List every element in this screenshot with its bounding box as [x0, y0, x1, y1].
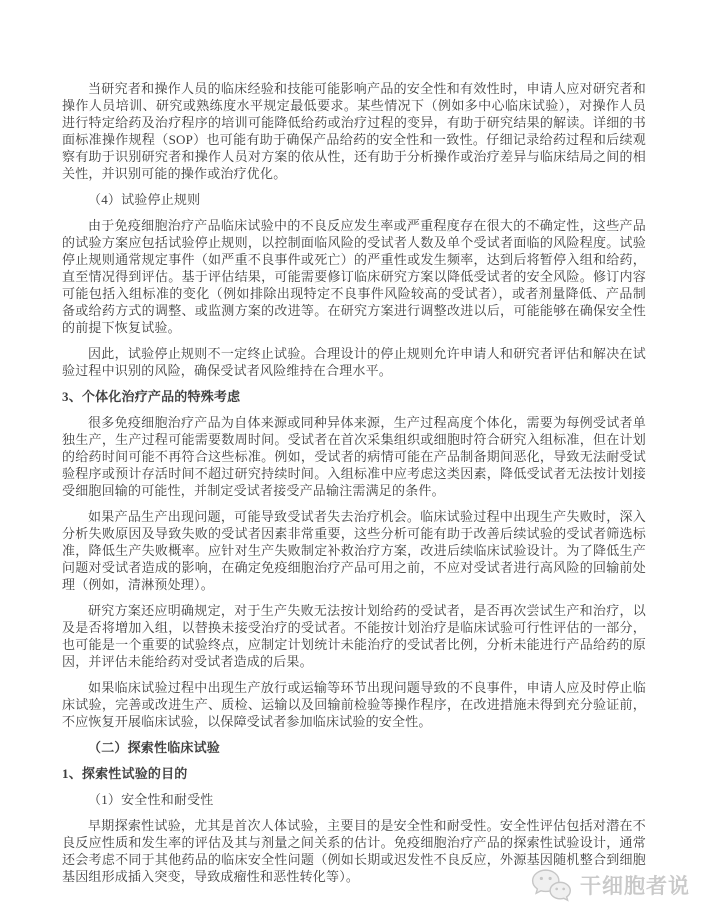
section-heading: （二）探索性临床试验: [88, 740, 221, 755]
watermark: [530, 867, 690, 903]
paragraph: 研究方案还应明确规定，对于生产失败无法按计划给药的受试者，是否再次尝试生产和治疗，以及是否将增加入组，以替换未接受治疗的受试者。不能按计划治疗是临床试验可行性评估的一部分，也可能是一个重要的试验终点，应制定计划统计未能治疗的受试者比例，分析未能进行产品给药的原因，并评估未能给药对受试者造成的后果。: [62, 603, 646, 669]
wechat-icon: [530, 867, 572, 903]
paragraph: 很多免疫细胞治疗产品为自体来源或同种异体来源，生产过程高度个体化，需要为每例受试者单独生产，生产过程可能需要数周时间。受试者在首次采集组织或细胞时符合研究入组标准，但在计划的给药时间可能不再符合这些标准。例如，受试者的病情可能在产品制备期间恶化，导致无法耐受试验程序或预计存活时间不超过研究持续时间。入组标准中应考虑这类因素，降低受试者无法按计划接受细胞回输的可能性，并制定受试者接受产品输注需满足的条件。: [62, 415, 646, 498]
paragraph: 因此，试验停止规则不一定终止试验。合理设计的停止规则允许申请人和研究者评估和解决在试验过程中识别的风险，确保受试者风险维持在合理水平。: [62, 346, 646, 378]
paragraph: 如果临床试验过程中出现生产放行或运输等环节出现问题导致的不良事件，申请人应及时停止临床试验，完善或改进生产、质检、运输以及回输前检验等操作程序，在改进措施未得到充分验证前，不应恢复开展临床试验，以保障受试者参加临床试验的安全性。: [62, 680, 646, 729]
section-heading: 1、探索性试验的目的: [62, 766, 188, 781]
paragraph: 由于免疫细胞治疗产品临床试验中的不良反应发生率或严重程度存在很大的不确定性，这些产品的试验方案应包括试验停止规则，以控制面临风险的受试者人数及单个受试者面临的风险程度。试验停止规则通常规定事件（如严重不良事件或死亡）的严重性或发生频率，达到后将暂停入组和给药，直至情况得到评估。基于评估结果，可能需要修订临床研究方案以降低受试者的安全风险。修订内容可能包括入组标准的变化（例如排除出现特定不良事件风险较高的受试者），或者剂量降低、产品制备或给药方式的调整、或监测方案的改进等。在研究方案进行调整改进以后，可能能够在确保安全性的前提下恢复试验。: [62, 218, 646, 335]
paragraph: 早期探索性试验，尤其是首次人体试验，主要目的是安全性和耐受性。安全性评估包括对潜在不良反应性质和发生率的评估及其与剂量之间关系的估计。免疫细胞治疗产品的探索性试验设计，通常还会考虑不同于其他药品的临床安全性问题（例如长期或迟发性不良反应，外源基因随机整合到细胞基因组形成插入突变，导致成瘤性和恶性转化等）。: [62, 818, 646, 884]
document-body: [62, 80, 646, 894]
numbered-subheading: （4）试验停止规则: [88, 192, 201, 207]
watermark-label: 干细胞者说: [580, 875, 690, 898]
paragraph: 如果产品生产出现问题，可能导致受试者失去治疗机会。临床试验过程中出现生产失败时，深入分析失败原因及导致失败的受试者因素非常重要，这些分析可能有助于改善后续试验的受试者筛选标准，降低生产失败概率。应针对生产失败制定补救治疗方案，改进后续临床试验设计。为了降低生产问题对受试者造成的影响，在确定免疫细胞治疗产品可用之前，不应对受试者进行高风险的回输前处理（例如，清淋预处理）。: [62, 509, 646, 592]
paragraph: 当研究者和操作人员的临床经验和技能可能影响产品的安全性和有效性时，申请人应对研究者和操作人员培训、研究或熟练度水平规定最低要求。某些情况下（例如多中心临床试验），对操作人员进行特定给药及治疗程序的培训可能降低给药或治疗过程的变异，有助于研究结果的解读。详细的书面标准操作规程（SOP）也可能有助于确保产品给药的安全性和一致性。仔细记录给药过程和后续观察有助于识别研究者和操作人员对方案的依从性，还有助于分析操作或治疗差异与临床结局之间的相关性，并识别可能的操作或治疗优化。: [62, 81, 646, 181]
section-heading: 3、个体化治疗产品的特殊考虑: [62, 389, 241, 404]
numbered-subheading: （1）安全性和耐受性: [88, 792, 214, 807]
